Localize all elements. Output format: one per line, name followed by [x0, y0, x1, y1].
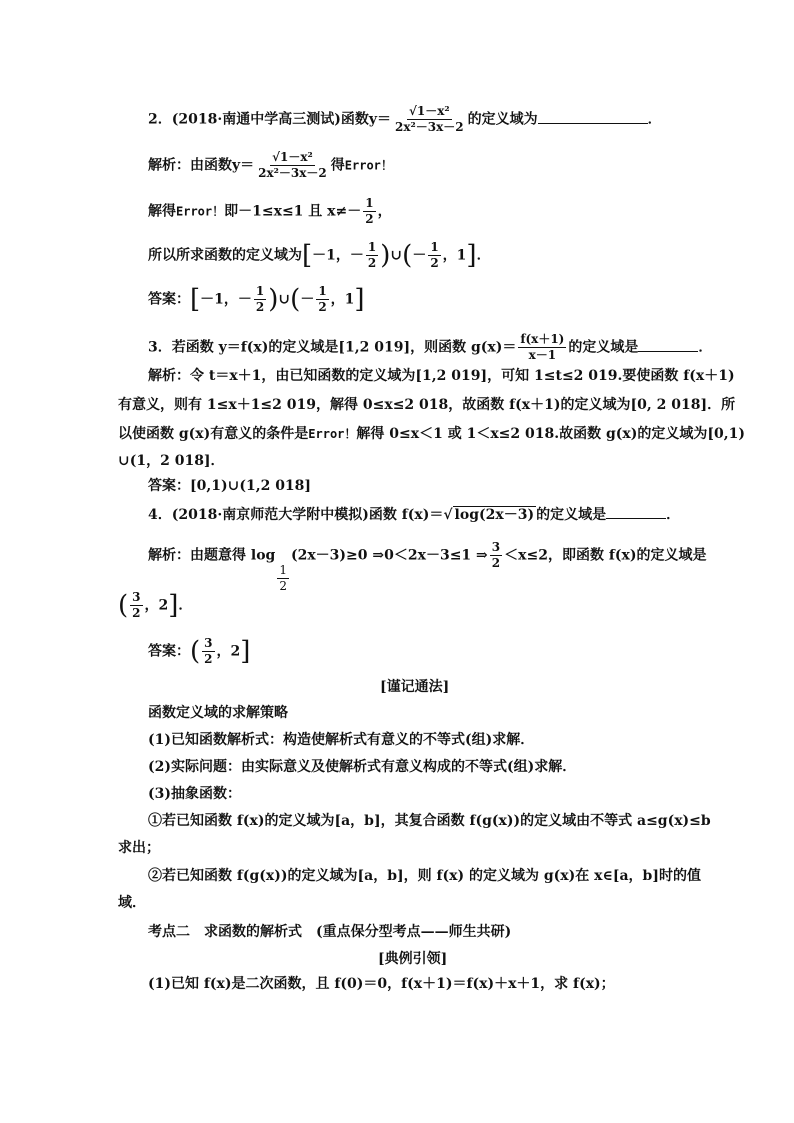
half-fraction	[428, 240, 440, 271]
method-title: [谨记通法]	[380, 679, 450, 695]
q2-sol-l3-d: －	[412, 247, 427, 264]
three-halves-fraction	[202, 636, 214, 667]
method-item-5: ②若已知函数 f(g(x))的定义域为[a，b]，则 f(x) 的定义域为 g(x)在 x∈[a，b]时的值	[148, 868, 701, 884]
frac-den: 2	[132, 606, 141, 620]
half-fraction	[254, 284, 266, 315]
q2-sol-l3-a: 所以所求函数的定义域为	[148, 247, 302, 264]
q2-sol-frac-den: 2x²－3x－2	[258, 166, 327, 180]
q3-text: 3．若函数 y＝f(x)的定义域是[1,2 019]，则函数 g(x)＝	[148, 339, 517, 356]
q2-sol-t2: 得	[330, 157, 345, 174]
frac-num: 3	[132, 590, 141, 604]
error-placeholder: Error！	[176, 204, 225, 219]
q4-ans-b: ，2	[216, 643, 241, 660]
answer-label: 答案：	[148, 643, 190, 660]
q2-fraction	[393, 104, 466, 135]
half-den: 2	[367, 256, 377, 270]
q4-sol-line1	[148, 540, 706, 594]
q2-sol-line1	[148, 150, 393, 181]
q4-end: ．	[666, 507, 681, 523]
half-num: 1	[255, 284, 265, 298]
q2-end: ．	[647, 111, 662, 128]
error-placeholder: Error！	[308, 427, 357, 441]
q3-ans: 答案：[0,1)∪(1,2 018]	[148, 478, 312, 494]
half-den: 2	[318, 300, 327, 314]
q3-frac-num: f(x＋1)	[520, 332, 565, 346]
log-base-fraction	[277, 563, 289, 594]
q4-answer-blank	[606, 504, 666, 519]
method-item-4-cont: 求出；	[118, 840, 160, 856]
union-symbol: ∪	[278, 291, 291, 308]
q4-post: 的定义域是	[536, 507, 607, 523]
q2-sol-l3-e: ，1	[442, 247, 467, 264]
q2-frac-num: √1－x²	[408, 104, 450, 118]
q3-sol-line2	[118, 395, 735, 415]
q4-sol2-b: ，2	[144, 597, 169, 614]
left-paren: (	[402, 240, 413, 271]
right-bracket: ]	[168, 590, 179, 621]
q3-sol3-b: 解得 0≤x＜1 或 1＜x≤2 018.故函数 g(x)的定义域为[0,1)	[356, 426, 745, 442]
q4-sol2-end: ．	[178, 597, 193, 614]
q2-sol-fraction	[256, 150, 329, 181]
q2-sol-l2-c: ，	[377, 203, 392, 220]
method-heading: 函数定义域的求解策略	[148, 705, 288, 721]
q3-answer-blank	[638, 337, 698, 352]
q2-ans-d: ，1	[330, 291, 355, 308]
method-item-2: (2)实际问题：由实际意义及使解析式有意义构成的不等式(组)求解．	[148, 759, 577, 775]
half-fraction	[363, 196, 375, 227]
q2-sol-l2-a: 解得	[148, 203, 176, 220]
q2-answer-blank	[538, 109, 648, 124]
q3-fraction	[518, 332, 566, 363]
half-num: 1	[365, 196, 374, 210]
method-item-5-cont: 域．	[118, 895, 146, 911]
right-bracket: ]	[354, 284, 365, 315]
left-bracket: [	[302, 240, 313, 271]
left-bracket: [	[190, 284, 201, 315]
right-bracket: ]	[240, 636, 251, 667]
q3-line	[148, 332, 712, 363]
q3-sol2: 有意义，则有 1≤x＋1≤2 019，解得 0≤x≤2 018，故函数 f(x＋1)的定义域为[0, 2 018]．所	[118, 397, 736, 413]
q4-sol-line2	[118, 590, 192, 621]
q2-pre: 函数	[340, 111, 369, 128]
right-paren: )	[268, 284, 279, 315]
q4-sol-b: (2x－3)≥0 ⇒0＜2x－3≤1 ⇒	[290, 547, 488, 564]
q2-sol-line2	[148, 196, 392, 227]
q3-sol3-a: 以使函数 g(x)有意义的条件是	[118, 426, 309, 442]
q2-source: (2018·南通中学高三测试)	[171, 111, 341, 128]
half-fraction	[316, 284, 328, 315]
q2-sol-line3	[148, 240, 491, 271]
example-problem-1: (1)已知 f(x)是二次函数，且 f(0)＝0，f(x＋1)＝f(x)＋x＋1，求 f(x)；	[148, 976, 615, 992]
half-num: 1	[430, 240, 439, 254]
left-paren: (	[290, 284, 301, 315]
q3-answer-line	[148, 476, 311, 496]
method-item-4: ①若已知函数 f(x)的定义域为[a，b]，其复合函数 f(g(x))的定义域由不等式 a≤g(x)≤b	[148, 813, 711, 829]
q4-sol-a: 解析：由题意得 log	[148, 547, 276, 564]
q2-post: 的定义域为	[467, 111, 538, 128]
frac-num: 3	[491, 540, 501, 554]
union-symbol: ∪	[390, 247, 403, 264]
q3-sol1: 解析：令 t＝x＋1，由已知函数的定义域为[1,2 019]，可知 1≤t≤2 019.要使函数 f(x＋1)	[148, 368, 735, 384]
q2-ans-c: －	[300, 291, 315, 308]
q3-sol-line3	[118, 424, 745, 444]
three-halves-fraction	[490, 540, 502, 571]
frac-den: 2	[491, 556, 501, 570]
q2-y-eq: y＝	[368, 111, 391, 128]
q2-ans-a: －1，－	[200, 291, 252, 308]
q2-sol-t1: 由函数	[190, 157, 232, 174]
q4-line: 4．(2018·南京师范大学附中模拟)函数 f(x)＝√ log(2x－3) 的定义域是 ．	[148, 504, 680, 525]
log-base-den: 2	[279, 578, 287, 593]
half-den: 2	[430, 256, 439, 270]
q2-answer-line	[148, 284, 365, 315]
error-placeholder: Error！	[344, 158, 393, 173]
frac-num: 3	[204, 636, 213, 650]
half-fraction	[366, 240, 378, 271]
method-item-1: (1)已知函数解析式：构造使解析式有意义的不等式(组)求解．	[148, 732, 535, 748]
half-num: 1	[318, 284, 327, 298]
q4-number: 4．	[148, 507, 172, 523]
half-den: 2	[365, 212, 374, 226]
q2-sol-frac-num: √1－x²	[272, 150, 313, 164]
q4-sol-c: ＜x≤2，即函数 f(x)的定义域是	[504, 547, 707, 564]
q2-frac-den: 2x²－3x－2	[394, 120, 464, 134]
q4-answer-line	[148, 636, 250, 667]
q2-sol-label: 解析：	[148, 157, 190, 174]
three-halves-fraction	[130, 590, 142, 621]
right-paren: )	[380, 240, 391, 271]
q3-sol-line1	[148, 366, 735, 386]
left-paren: (	[118, 590, 129, 621]
q2-sol-l3-b: －1，－	[312, 247, 364, 264]
q2-sol-l2-b: 即－1≤x≤1 且 x≠－	[224, 203, 362, 220]
section-subtitle: [典例引领]	[378, 951, 448, 967]
answer-label: 答案：	[148, 291, 190, 308]
q2-line	[148, 104, 662, 135]
q3-sol-line4	[118, 451, 225, 471]
q3-text2: 的定义域是	[568, 339, 639, 356]
frac-den: 2	[204, 652, 213, 666]
q4-pre: 函数 f(x)＝	[368, 507, 444, 523]
q2-sol-y-eq: y＝	[232, 157, 255, 174]
section-title: 考点二 求函数的解析式 (重点保分型考点——师生共研)	[148, 924, 512, 940]
q3-frac-den: x－1	[528, 348, 557, 362]
left-paren: (	[190, 636, 201, 667]
method-item-3: (3)抽象函数：	[148, 786, 241, 802]
log-base-num: 1	[279, 562, 287, 577]
q3-end: ．	[698, 339, 713, 356]
q4-source: (2018·南京师范大学附中模拟)	[171, 507, 369, 523]
right-bracket: ]	[466, 240, 477, 271]
q4-sqrt: log(2x－3)	[454, 507, 535, 523]
q2-number: 2．	[148, 111, 172, 128]
half-den: 2	[255, 300, 265, 314]
half-num: 1	[367, 240, 377, 254]
q3-sol4: ∪(1，2 018]．	[118, 453, 225, 469]
q2-sol-l3-end: ．	[476, 247, 491, 264]
